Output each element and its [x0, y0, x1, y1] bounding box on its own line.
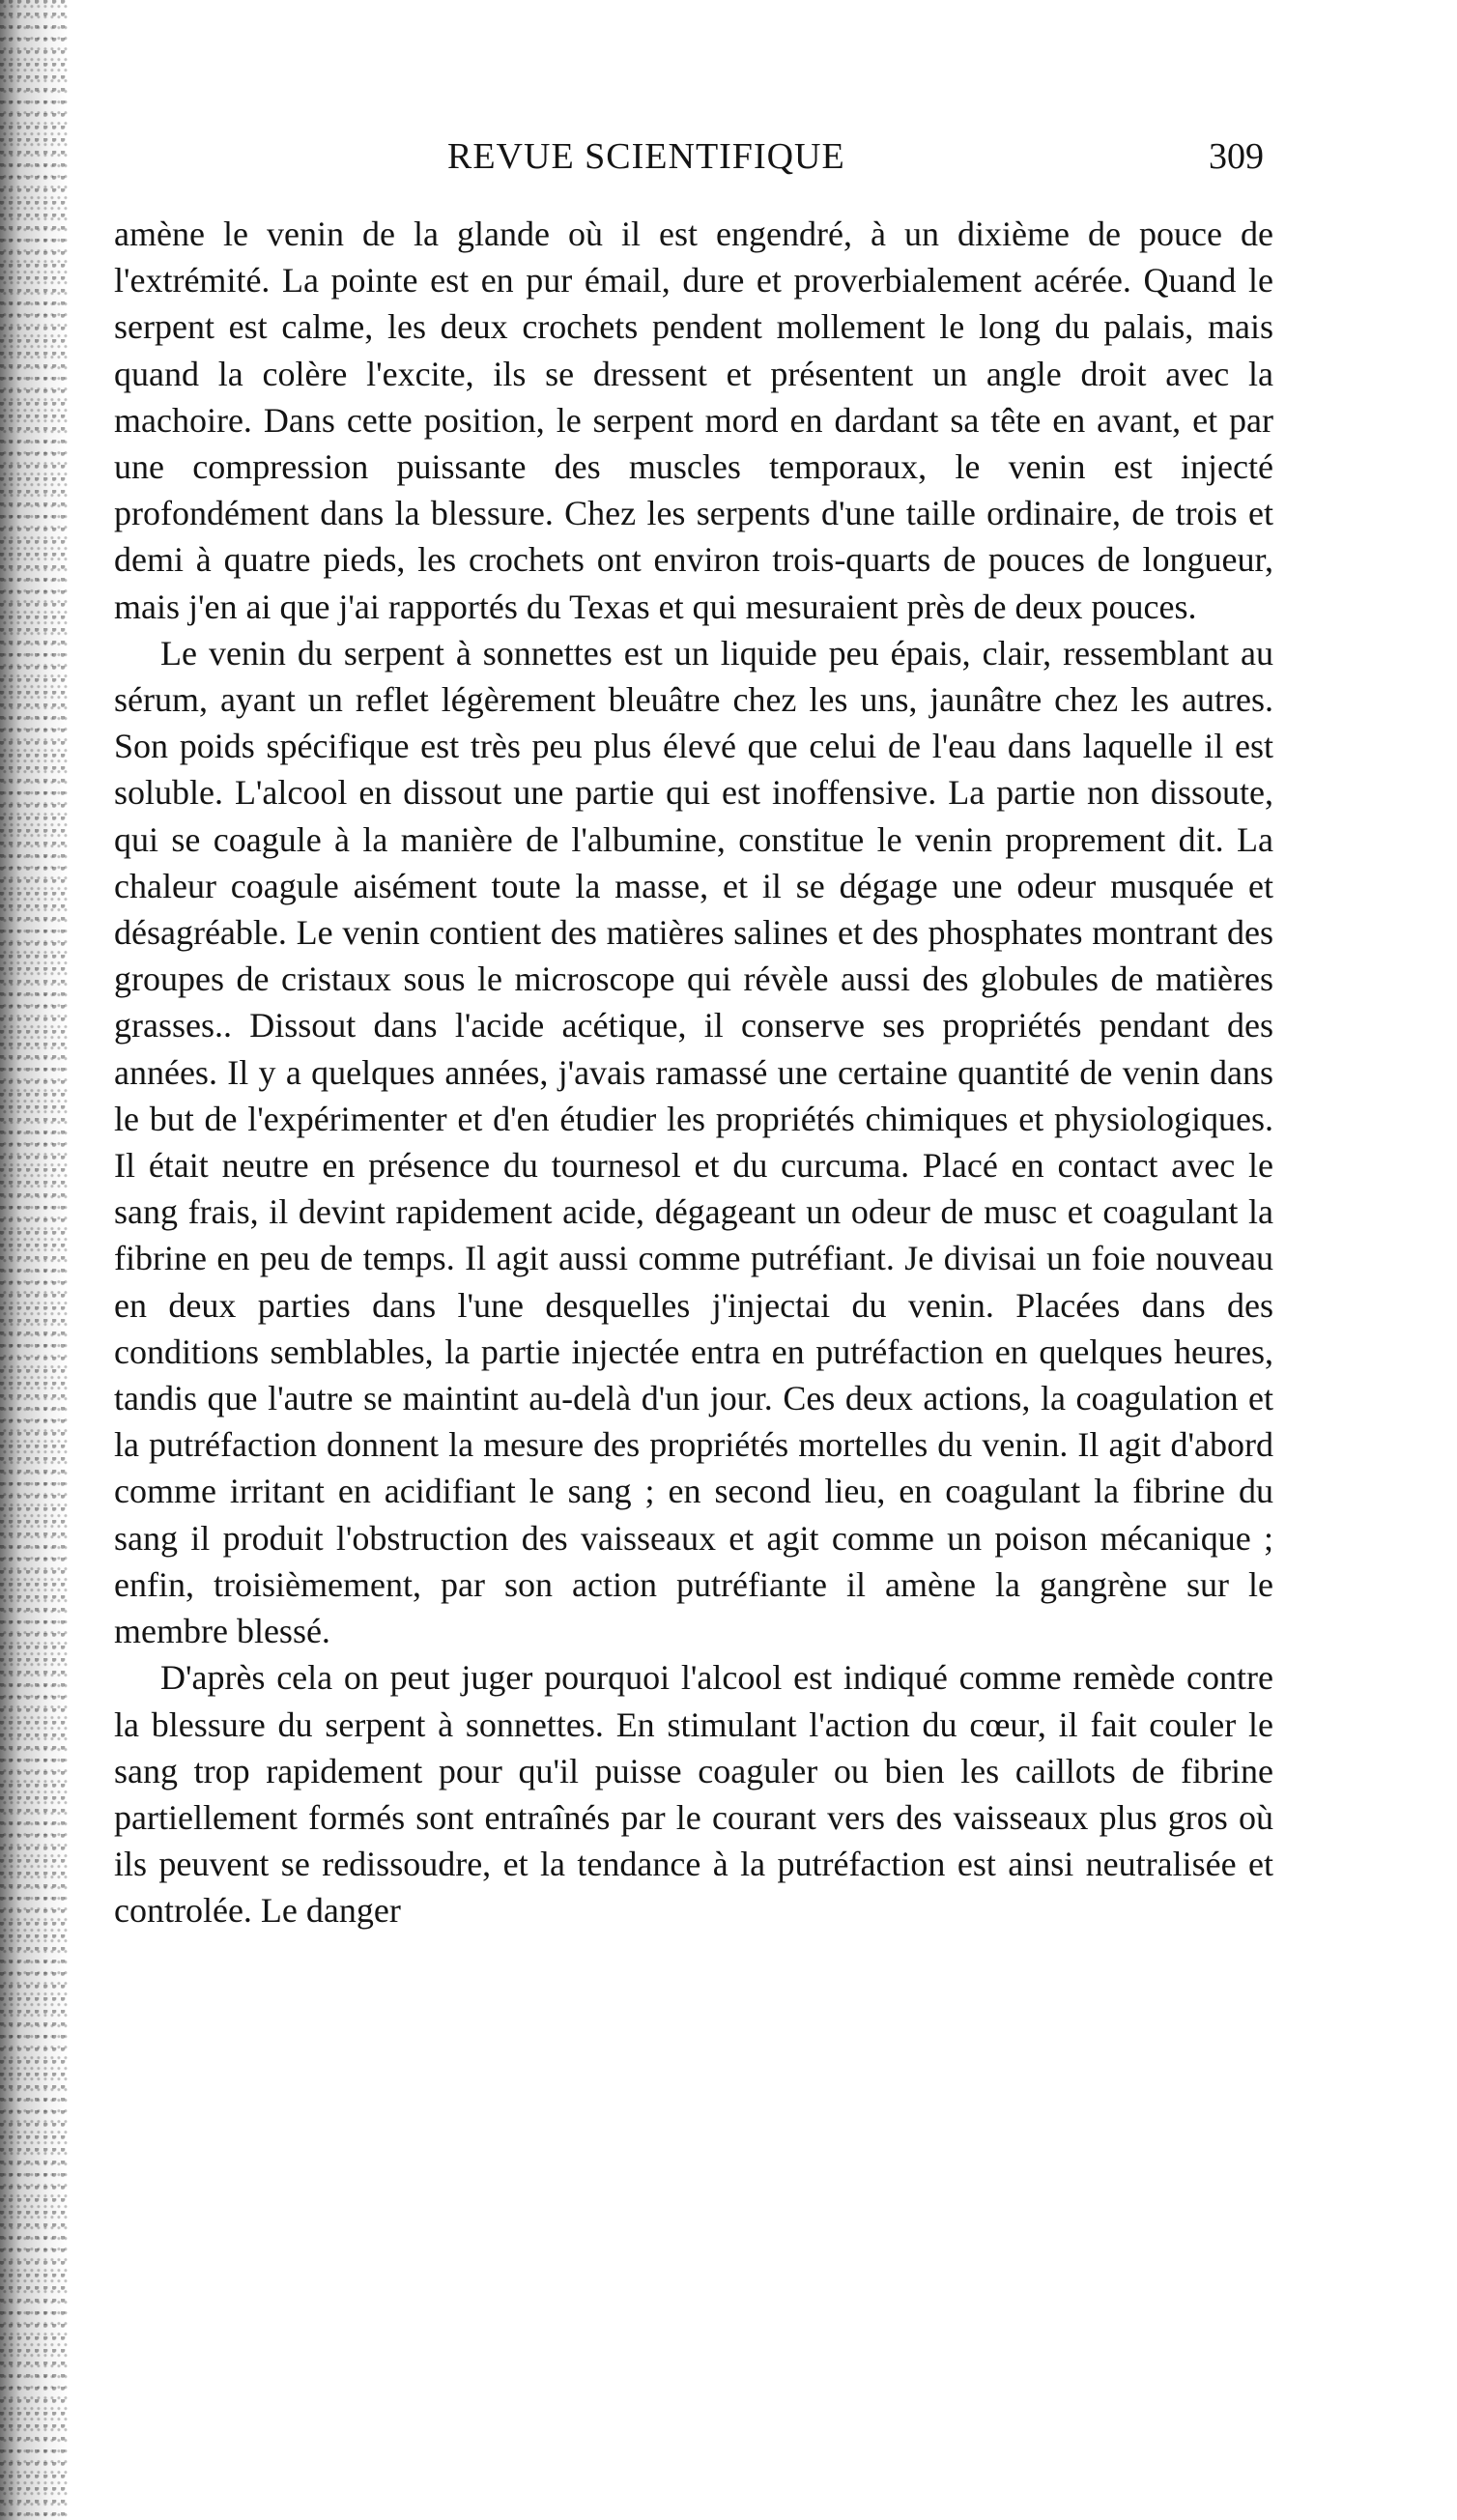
- running-title: REVUE SCIENTIFIQUE: [447, 136, 845, 177]
- body-text: [114, 211, 1273, 1934]
- scanned-page-edge: [0, 0, 68, 2520]
- paragraph-2: Le venin du serpent à sonnettes est un liquide peu épais, clair, ressemblant au sérum, ayant un reflet légèrement bleuâtre chez les uns, jaunâtre chez les autres. Son poids spécifique est très peu plus élevé que celui de l'eau dans laquelle il est soluble. L'alcool en dissout une partie qui est inoffensive. La partie non dissoute, qui se coagule à la manière de l'albumine, constitue le venin proprement dit. La chaleur coagule aisément toute la masse, et il se dégage une odeur musquée et désagréable. Le venin contient des matières salines et des phosphates montrant des groupes de cristaux sous le microscope qui révèle aussi des globules de matières grasses.. Dissout dans l'acide acétique, il conserve ses propriétés pendant des années. Il y a quelques années, j'avais ramassé une certaine quantité de venin dans le but de l'expérimenter et d'en étudier les propriétés chimiques et physiologiques. Il était neutre en présence du tournesol et du curcuma. Placé en contact avec le sang frais, il devint rapidement acide, dégageant un odeur de musc et coagulant la fibrine en peu de temps. Il agit aussi comme putréfiant. Je divisai un foie nouveau en deux parties dans l'une desquelles j'injectai du venin. Placées dans des conditions semblables, la partie injectée entra en putréfaction en quelques heures, tandis que l'autre se maintint au-delà d'un jour. Ces deux actions, la coagulation et la putréfaction donnent la mesure des propriétés mortelles du venin. Il agit d'abord comme irritant en acidifiant le sang ; en second lieu, en coagulant la fibrine du sang il produit l'obstruction des vaisseaux et agit comme un poison mécanique ; enfin, troisièmement, par son action putréfiante il amène la gangrène sur le membre blessé.: [114, 633, 1273, 1651]
- page-number: 309: [1209, 136, 1264, 177]
- paragraph-3: D'après cela on peut juger pourquoi l'alcool est indiqué comme remède contre la blessure du serpent à sonnettes. En stimulant l'action du cœur, il fait couler le sang trop rapidement pour qu'il puisse coaguler ou bien les caillots de fibrine partiellement formés sont entraînés par le courant vers des vaisseaux plus gros où ils peuvent se redissoudre, et la tendance à la putréfaction est ainsi neutralisée et controlée. Le danger: [114, 1658, 1273, 1931]
- page-header: [114, 135, 1273, 193]
- paragraph-1: amène le venin de la glande où il est engendré, à un dixième de pouce de l'extrémité. La pointe est en pur émail, dure et proverbialement acérée. Quand le serpent est calme, les deux crochets pendent mollement le long du palais, mais quand la colère l'excite, ils se dressent et présentent un angle droit avec la machoire. Dans cette position, le serpent mord en dardant sa tête en avant, et par une compression puissante des muscles temporaux, le venin est injecté profondément dans la blessure. Chez les serpents d'une taille ordinaire, de trois et demi à quatre pieds, les crochets ont environ trois-quarts de pouces de longueur, mais j'en ai que j'ai rapportés du Texas et qui mesuraient près de deux pouces.: [114, 215, 1273, 626]
- book-page: [114, 135, 1273, 2358]
